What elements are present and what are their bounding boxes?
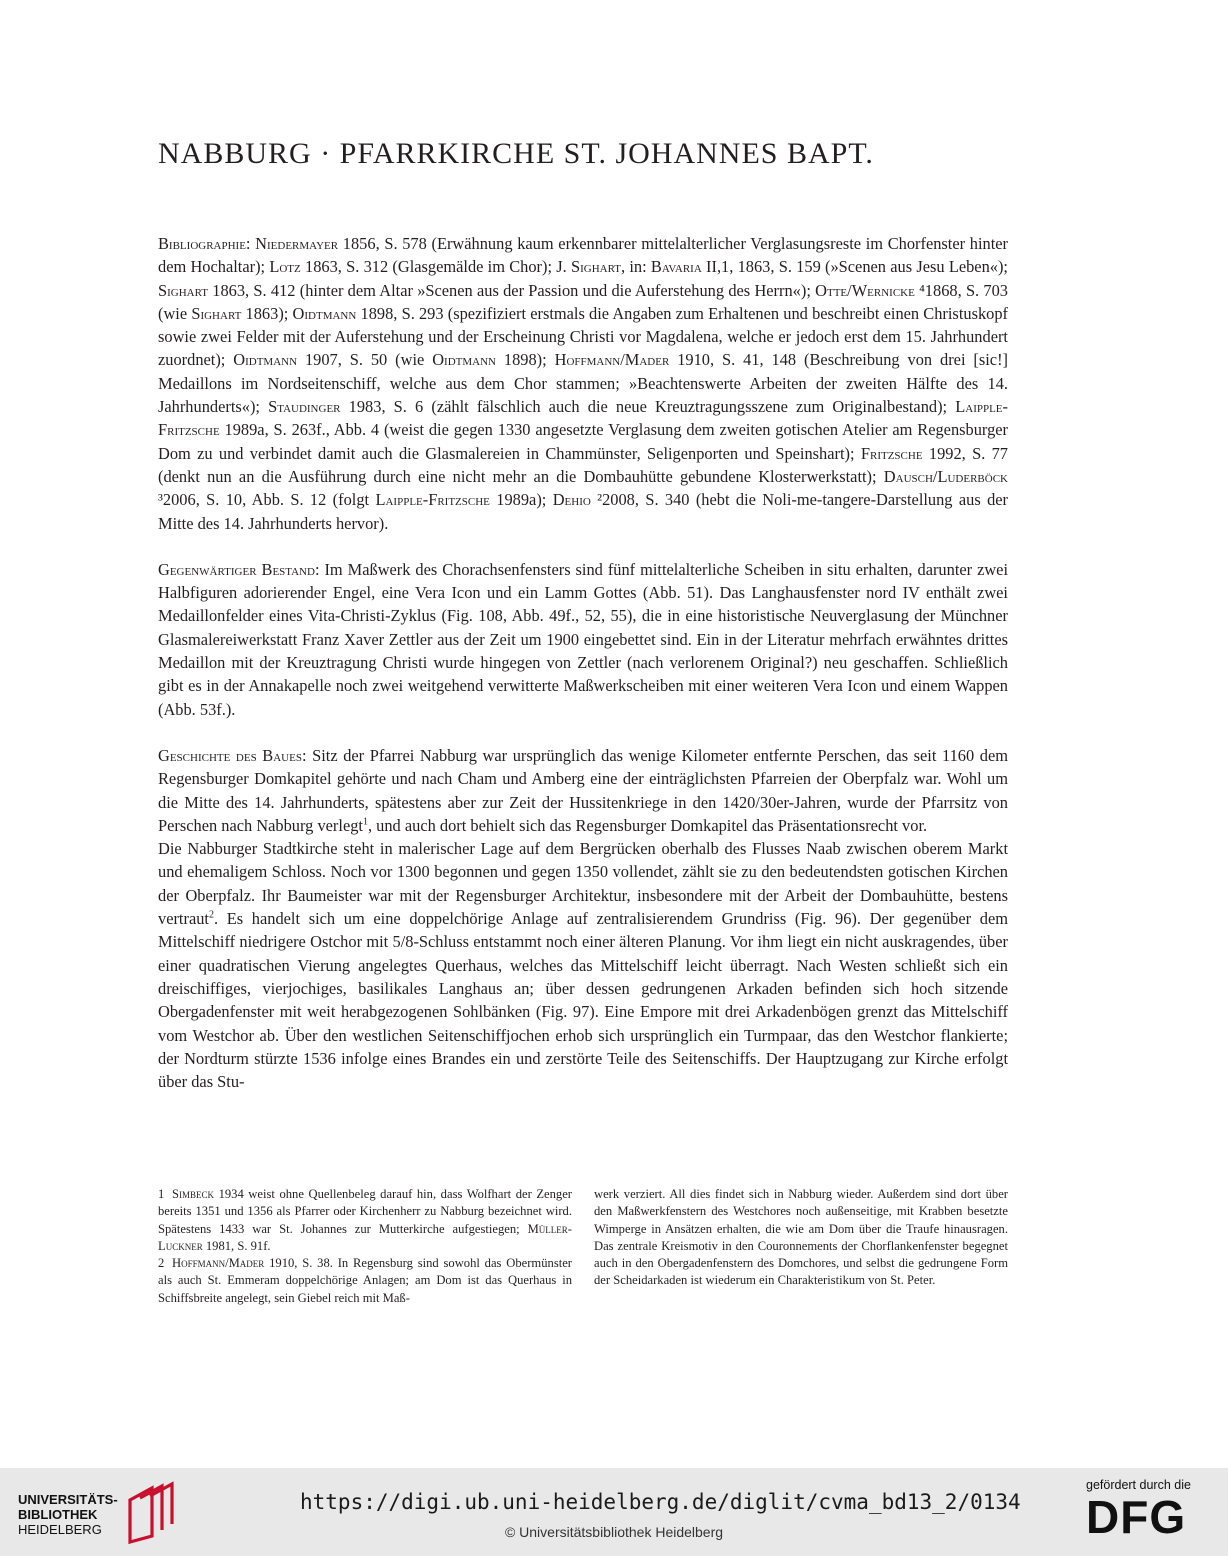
bibliography-text-run: 1989a, S. 263f., Abb. 4 (weist die gegen 1330 angesetzte Verglasung dem zweiten gotischen Atelier am Regensburger Dom zu und verbindet damit auch die Glasmalereien in Chammünster, Seligenporten und Speinshart);	[158, 420, 1008, 463]
bibliography-author: Oidtmann	[292, 303, 357, 323]
bibliography-author: Otte/Wernicke	[815, 280, 915, 300]
bibliography-author: Lotz	[269, 257, 301, 277]
document-url[interactable]: https://digi.ub.uni-heidelberg.de/diglit/cvma_bd13_2/0134	[300, 1490, 1021, 1514]
bibliography-text-run: ⁴1868, S. 703 (wie	[158, 280, 1009, 323]
bibliography-text-run: 1856, S. 578 (Erwähnung kaum erkennbarer mittelalterlicher Verglasungsreste im Chorfenster hinter dem Hochaltar);	[158, 234, 1008, 277]
bibliography-text-run: 1863, S. 312 (Glasgemälde im Chor); J.	[300, 257, 571, 277]
bibliography-text-run: ²2008, S. 340 (hebt die Noli-me-tangere-Darstellung aus der Mitte des 14. Jahrhunderts hervor).	[158, 490, 1009, 533]
bibliography-text-run: , in:	[621, 257, 651, 277]
bibliography-text-run: 1910, S. 41, 148 (Beschreibung von drei [sic!] Medaillons im Nordseitenschiff, welche aus dem Chor stammen; »Beachtenswerte Arbeiten der zweiten Hälfte des 14. Jahrhunderts«);	[158, 350, 1008, 417]
geschichte-text-2: , und auch dort behielt sich das Regensburger Domkapitel das Präsentationsrecht vor.	[367, 815, 928, 835]
footnote-2	[158, 1255, 572, 1307]
footnote-column-left	[158, 1186, 572, 1307]
bibliography-text-run: 1907, S. 50 (wie	[297, 350, 433, 370]
footnote-ref-2[interactable]: 2	[208, 909, 214, 921]
bestand-section	[158, 558, 1008, 721]
logo-line: HEIDELBERG	[18, 1522, 102, 1537]
bibliography-text-run: 1992, S. 77 (denkt nun an die Ausführung durch eine nicht mehr an die Dombauhütte gebundene Klosterwerkstatt);	[158, 443, 1008, 486]
footnote-author: Simbeck	[172, 1187, 215, 1201]
bibliography-section	[158, 232, 1008, 535]
bibliography-author: Sighart	[158, 280, 209, 300]
bibliography-author: Sighart	[191, 303, 242, 323]
bibliography-author: Niedermayer	[255, 234, 339, 253]
main-text	[158, 232, 1008, 1093]
bibliography-heading: Bibliographie:	[158, 234, 251, 253]
bibliography-text-run: 1898, S. 293 (spezifiziert erstmals die Angaben zum Erhaltenen und beschreibt einen Christuskopf sowie zwei Felder mit der Auferstehung und der Erscheinung Christi vor Magdalena, welche er jedoch erst dem 15. Jahrhundert zuordnet);	[158, 303, 1008, 370]
footnote-author: Müller-Luckner	[158, 1221, 572, 1253]
bibliography-author: Dausch/Luderböck	[883, 466, 1008, 486]
footnote-ref-1[interactable]: 1	[362, 816, 368, 828]
bibliography-author: Oidtmann	[233, 350, 298, 370]
logo-line: UNIVERSITÄTS-	[18, 1492, 118, 1507]
copyright-notice: © Universitätsbibliothek Heidelberg	[504, 1524, 724, 1540]
footnote-1	[158, 1186, 572, 1255]
bibliography-author: Laipple-Fritzsche	[375, 490, 490, 510]
footnote-number: 1	[158, 1187, 165, 1201]
geschichte-para2-a: Die Nabburger Stadtkirche steht in malerischer Lage auf dem Bergrücken oberhalb des Flusses Naab zwischen oberem Markt und ehemaligem Schloss. Noch vor 1300 begonnen und gegen 1350 vollendet, zählt sie zu den bedeutendsten gotischen Kirchen der Oberpfalz. Ihr Baumeister war mit der Regensburger Architektur, insbesondere mit der Arbeit der Dombauhütte, bestens vertraut	[158, 839, 1008, 929]
footnote-text: 1934 weist ohne Quellenbeleg darauf hin, dass Wolfhart der Zenger bereits 1351 und 1356 als Pfarrer oder Kirchenherr zu Nabburg bezeichnet wird. Spätestens 1433 war St. Johannes zur Mutterkirche aufgestiegen;	[158, 1187, 572, 1236]
geschichte-heading: Geschichte des Baues:	[158, 745, 307, 765]
bibliography-author: Bavaria	[650, 257, 702, 277]
bibliography-author: Laipple-Fritzsche	[158, 397, 1008, 440]
dfg-caption: gefördert durch die	[1086, 1478, 1191, 1492]
bibliography-author: Dehio	[552, 490, 591, 510]
geschichte-section	[158, 744, 1008, 837]
footnote-text: 1910, S. 38. In Regensburg sind sowohl das Obermünster als auch St. Emmeram doppelchörige Anlagen; am Dom ist das Querhaus in Schiffsbreite angelegt, sein Giebel reich mit Maß-	[158, 1256, 572, 1305]
bibliography-author: Hoffmann/Mader	[554, 350, 670, 370]
geschichte-text-1: Sitz der Pfarrei Nabburg war ursprünglich das wenige Kilometer entfernte Perschen, das seit 1160 dem Regensburger Domkapitel gehörte und nach Cham und Amberg eine der einträglichsten Pfarreien der Oberpfalz war. Wohl um die Mitte des 14. Jahrhunderts, spätestens aber zur Zeit der Hussitenkriege in den 1420/30er-Jahren, wurde der Pfarrsitz von Perschen nach Nabburg verlegt	[158, 745, 1008, 835]
bibliography-text-run: II,1, 1863, S. 159 (»Scenen aus Jesu Leben«);	[701, 257, 1008, 277]
bestand-heading: Gegenwärtiger Bestand:	[158, 559, 320, 579]
bibliography-text	[158, 234, 1008, 533]
page-title: NABBURG · PFARRKIRCHE ST. JOHANNES BAPT.	[158, 137, 874, 170]
bibliography-author: Oidtmann	[432, 350, 496, 370]
bibliography-text-run: 1983, S. 6 (zählt fälschlich auch die neue Kreuztragungsszene zum Originalbestand);	[340, 397, 956, 417]
bibliography-text-run: ³2006, S. 10, Abb. S. 12 (folgt	[158, 490, 376, 510]
geschichte-paragraph-2	[158, 837, 1008, 1093]
bibliography-text-run: 1863, S. 412 (hinter dem Altar »Scenen aus der Passion und die Auferstehung des Herrn«);	[208, 280, 816, 300]
footnote-column-right	[594, 1186, 1008, 1307]
dfg-wordmark: DFG	[1086, 1491, 1187, 1543]
bibliography-author: Fritzsche	[860, 443, 923, 463]
footnote-text: 1981, S. 91f.	[202, 1238, 271, 1253]
bibliography-author: Sighart	[571, 257, 622, 277]
bibliography-author: Staudinger	[268, 397, 341, 417]
geschichte-para2-b: . Es handelt sich um eine doppelchörige Anlage auf zentralisierendem Grundriss (Fig. 96). Der gegenüber dem Mittelschiff niedrigere Ostchor mit 5/8-Schluss entstammt noch einer älteren Planung. Vor ihm liegt ein nicht auskragendes, über einer quadratischen Vierung angelegtes Querhaus, welches das Mittelschiff leicht überragt. Nach Westen schließt sich ein dreischiffiges, vierjochiges, basilikales Langhaus an; über dessen gedrungenen Arkaden befinden sich hoch sitzende Obergadenfenster mit weit herabgezogenen Sohlbänken (Fig. 97). Eine Empore mit drei Arkadenbögen grenzt das Mittelschiff vom Westchor ab. Über den westlichen Seitenschiffjochen erhob sich ursprünglich ein Turmpaar, das den Westchor flankierte; der Nordturm stürzte 1536 infolge eines Brandes ein und zerstörte Teile des Seitenschiffs. Der Hauptzugang zur Kirche erfolgt über das Stu-	[158, 909, 1008, 1092]
footnote-2-continued: werk verziert. All dies findet sich in Nabburg wieder. Außerdem sind dort über den Maßwerkfenstern des Westchores noch außenseitige, mit Krabben besetzte Wimperge in Ansätzen erhalten, die wie am Dom über die Traufe hinausragen. Das zentrale Kreismotiv in den Couronnements der Chorflankenfenster begegnet auch in den Obergadenfenstern des Domchores, und selbst die gedrungene Form der Scheidarkaden ist wiederum ein Charakteristikum von St. Peter.	[594, 1187, 1008, 1288]
footnotes	[158, 1186, 1008, 1307]
footnote-author: Hoffmann/Mader	[172, 1256, 265, 1271]
footnote-number: 2	[158, 1256, 165, 1271]
dfg-logo[interactable]	[1086, 1478, 1216, 1550]
footer-bar	[0, 1468, 1228, 1556]
bibliography-text-run: 1898);	[495, 350, 555, 370]
bestand-text: Im Maßwerk des Chorachsenfensters sind fünf mittelalterliche Scheiben in situ erhalten, darunter zwei Halbfiguren adorierender Engel, eine Vera Icon und ein Lamm Gottes (Abb. 51). Das Langhausfenster nord IV enthält zwei Medaillonfelder eines Vita-Christi-Zyklus (Fig. 108, Abb. 49f., 52, 55), die in eine historistische Neuverglasung der Münchner Glasmalereiwerkstatt Franz Xaver Zettler aus der Zeit um 1900 eingebettet sind. Ein in der Literatur mehrfach erwähntes drittes Medaillon mit der Kreuztragung Christi wurde hingegen von Zettler (nach verlorenem Original?) neu geschaffen. Schließlich gibt es in der Annakapelle noch zwei weitgehend verwitterte Maßwerkscheiben mit einer weiteren Vera Icon und einem Wappen (Abb. 53f.).	[158, 559, 1009, 719]
bibliography-text-run: 1989a);	[489, 490, 553, 510]
logo-line: BIBLIOTHEK	[18, 1507, 98, 1522]
bibliography-text-run: 1863);	[241, 303, 293, 323]
